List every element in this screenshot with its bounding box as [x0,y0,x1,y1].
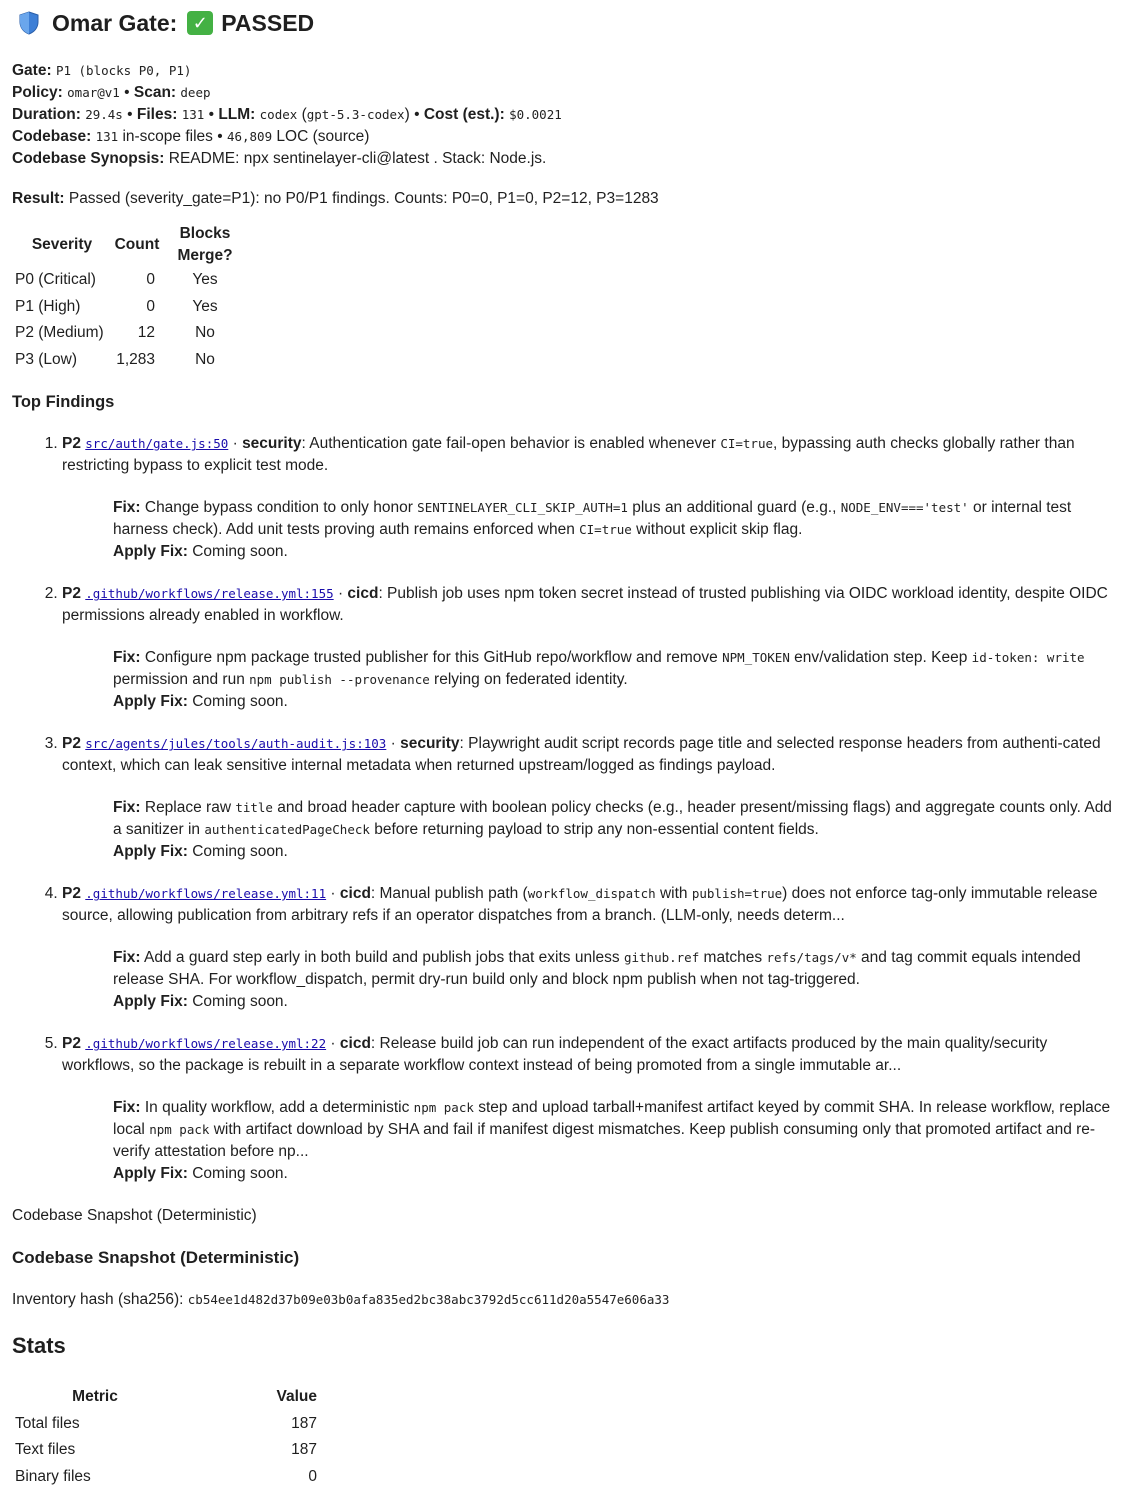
code-segment: npm pack [149,1122,210,1138]
text-segment: , bypassing auth checks globally rather than restricting bypass to explicit test mode. [62,435,1075,475]
fix-text [113,647,1120,691]
synopsis-label: Codebase Synopsis: [12,150,165,167]
table-row [13,1410,319,1437]
col-blocks: Blocks Merge? [177,225,233,264]
table-row [13,347,247,374]
separator: · [228,435,243,453]
finding-location-link[interactable]: .github/workflows/release.yml:11 [85,886,327,902]
apply-fix-line [113,841,1120,863]
severity-cell: P0 (Critical) [15,271,96,289]
code-segment: workflow_dispatch [527,886,656,902]
paren-open: ( [297,106,307,123]
code-segment: title [235,800,273,816]
finding-fix [113,647,1120,713]
bullet-sep: • [122,106,137,123]
table-row [13,1437,319,1464]
paren-close: ) [404,106,410,123]
result-text: Passed (severity_gate=P1): no P0/P1 findings. Counts: P0=0, P1=0, P2=12, P3=1283 [64,190,659,207]
severity-cell: P2 (Medium) [15,324,104,342]
code-segment: CI=true [579,522,632,538]
fix-label: Fix: [113,1099,141,1117]
codebase-loc-text: LOC (source) [272,128,370,145]
severity-table-header [13,223,247,267]
bullet-sep: • [409,106,424,123]
table-row [13,267,247,294]
apply-fix-label: Apply Fix: [113,993,188,1011]
metric-cell: Binary files [15,1467,91,1485]
finding-fix [113,797,1120,863]
text-segment: step and upload tarball+manifest artifact keyed by commit SHA. In release workflow, replace local [113,1099,1111,1139]
severity-table [13,223,247,373]
code-segment: refs/tags/v* [766,950,857,966]
apply-fix-line [113,691,1120,713]
gate-meta [12,60,1120,170]
col-count: Count [114,236,160,253]
code-segment: npm pack [413,1100,474,1116]
col-metric: Metric [72,1387,118,1405]
snapshot-summary[interactable]: Codebase Snapshot (Deterministic) [12,1207,257,1225]
col-value: Value [276,1387,317,1405]
code-segment: NODE_ENV==='test' [840,500,969,516]
finding-category: security [242,435,302,453]
stats-table-header [13,1383,319,1410]
finding-summary [62,883,1120,927]
text-segment: : Authentication gate fail-open behavior is enabled whenever [301,435,721,453]
files-label: Files: [136,106,178,123]
count-cell: 12 [137,324,155,342]
apply-fix-line [113,541,1120,563]
top-findings-heading: Top Findings [12,393,115,412]
finding-category: cicd [347,585,379,603]
finding-summary [62,583,1120,627]
finding-location-link[interactable]: src/auth/gate.js:50 [85,436,229,452]
text-segment: relying on federated identity. [429,671,628,689]
text-segment: : Release build job can run independent of the exact artifacts produced by the main quality/security workflows, so the package is rebuilt in a separate workflow context instead of being promoted from a single immutable ar... [62,1035,1048,1075]
bullet-sep: • [119,84,134,101]
codebase-loc: 46,809 [226,129,273,144]
files-value: 131 [181,107,205,122]
finding-location-link[interactable]: .github/workflows/release.yml:22 [85,1036,327,1052]
hash-value: cb54ee1d482d37b09e03b0afa835ed2bc38abc3792d5cc611d20a5547e606a33 [187,1292,670,1308]
blocks-cell: Yes [192,271,218,289]
text-segment: ) does not enforce tag-only immutable release source, allowing publication from arbitrary refs if an operator dispatches from a branch. (LLM-only, needs determ... [62,885,1098,925]
finding-severity: P2 [62,585,81,603]
text-segment: Configure npm package trusted publisher for this GitHub repo/workflow and remove [140,649,723,667]
count-cell: 1,283 [116,351,155,369]
apply-fix-label: Apply Fix: [113,843,188,861]
fix-label: Fix: [113,649,141,667]
text-segment: and broad header capture with boolean policy checks (e.g., header present/missing flags) and aggregate counts only. Add a sanitizer in [113,799,1112,839]
finding-category: cicd [339,1035,371,1053]
bullet-sep: • [204,106,219,123]
text-segment: : Manual publish path ( [370,885,528,903]
fix-label: Fix: [113,499,141,517]
value-cell: 187 [291,1414,317,1432]
text-segment: matches [699,949,767,967]
gate-line [12,60,1120,82]
separator: · [326,1035,340,1053]
policy-value: omar@v1 [67,85,120,100]
text-segment: with artifact download by SHA and fail if manifest digest mismatches. Keep publish consuming only that promoted artifact and re-verify attestation before np... [113,1121,1096,1161]
check-box-icon: ✓ [187,11,213,35]
apply-fix-line [113,991,1120,1013]
severity-cell: P1 (High) [15,297,81,315]
finding-severity: P2 [62,885,81,903]
finding-severity: P2 [62,735,81,753]
text-segment: before returning payload to strip any non-essential content fields. [369,821,819,839]
finding-location-link[interactable]: src/agents/jules/tools/auth-audit.js:103 [85,736,387,752]
apply-fix-value: Coming soon. [187,993,288,1011]
gate-label: Gate: [12,62,52,79]
apply-fix-value: Coming soon. [187,843,288,861]
stats-table [13,1383,319,1490]
finding-summary [62,1033,1120,1077]
code-segment: publish=true [691,886,783,902]
severity-cell: P3 (Low) [15,351,78,369]
apply-fix-label: Apply Fix: [113,543,188,561]
text-segment: : Playwright audit script records page title and selected response headers from authenti-cated context, which can leak sensitive internal metadata when returned upstream/logged as findings payload. [62,735,1101,775]
synopsis-value: README: npx sentinelayer-cli@latest . Stack: Node.js. [164,150,547,167]
table-row [13,294,247,321]
duration-value: 29.4s [85,107,123,122]
title-text: Omar Gate: [52,10,178,36]
text-segment: without explicit skip flag. [631,521,803,539]
finding-severity: P2 [62,1035,81,1053]
policy-label: Policy: [12,84,63,101]
finding-fix [113,1097,1120,1185]
table-row [13,320,247,347]
finding-summary [62,433,1120,477]
fix-text [113,947,1120,991]
scan-label: Scan: [133,84,177,101]
finding-fix [113,947,1120,1013]
cost-label: Cost (est.): [423,106,505,123]
text-segment: permission and run [113,671,250,689]
code-segment: authenticatedPageCheck [204,822,370,838]
separator: · [333,585,348,603]
codebase-label: Codebase: [12,128,92,145]
codebase-line [12,126,1120,148]
apply-fix-value: Coming soon. [187,693,288,711]
separator: · [326,885,340,903]
code-segment: id-token: write [971,650,1085,666]
finding-fix [113,497,1120,563]
finding-location-link[interactable]: .github/workflows/release.yml:155 [85,586,334,602]
codebase-files-text: in-scope files • [118,128,227,145]
text-segment: : Publish job uses npm token secret instead of trusted publishing via OIDC workload identity, despite OIDC permissions already enabled in workflow. [62,585,1108,625]
blocks-cell: No [195,324,215,342]
gate-value: P1 (blocks P0, P1) [55,63,192,78]
finding-item [62,1033,1120,1185]
text-segment: or internal test harness check). Add unit tests proving auth remains enforced when [113,499,1072,539]
count-cell: 0 [146,297,155,315]
policy-line [12,82,1120,104]
finding-category: security [400,735,460,753]
code-segment: github.ref [623,950,700,966]
stats-heading: Stats [12,1333,66,1359]
count-cell: 0 [146,271,155,289]
codebase-files: 131 [95,129,119,144]
text-segment: with [655,885,692,903]
blocks-cell: Yes [192,297,218,315]
cost-value: $0.0021 [509,107,562,122]
fix-text [113,1097,1120,1163]
finding-summary [62,733,1120,777]
metric-cell: Text files [15,1441,76,1459]
code-segment: SENTINELAYER_CLI_SKIP_AUTH=1 [417,500,628,516]
apply-fix-line [113,1163,1120,1185]
apply-fix-value: Coming soon. [187,543,288,561]
llm-label: LLM: [218,106,256,123]
finding-item [62,733,1120,863]
finding-severity: P2 [62,435,81,453]
inventory-hash [12,1289,1120,1311]
scan-value: deep [180,85,211,100]
value-cell: 187 [291,1441,317,1459]
llm-value: codex [259,107,298,122]
hash-label: Inventory hash (sha256): [12,1291,188,1309]
text-segment: In quality workflow, add a deterministic [140,1099,414,1117]
blocks-cell: No [195,351,215,369]
shield-icon [16,10,42,36]
finding-item [62,883,1120,1013]
code-segment: npm publish --provenance [249,672,430,688]
metric-cell: Total files [15,1414,80,1432]
apply-fix-value: Coming soon. [187,1165,288,1183]
finding-category: cicd [339,885,371,903]
synopsis-line [12,148,1120,170]
fix-label: Fix: [113,799,141,817]
status-badge: PASSED [221,10,315,36]
result-line [12,188,1120,210]
findings-list [12,433,1120,1185]
col-severity: Severity [31,236,93,253]
duration-line [12,104,1120,126]
text-segment: Add a guard step early in both build and publish jobs that exits unless [140,949,624,967]
report-title [12,0,1120,38]
snapshot-heading: Codebase Snapshot (Deterministic) [12,1248,300,1268]
code-segment: NPM_TOKEN [722,650,790,666]
apply-fix-label: Apply Fix: [113,1165,188,1183]
text-segment: plus an additional guard (e.g., [627,499,841,517]
finding-item [62,583,1120,713]
fix-text [113,497,1120,541]
fix-label: Fix: [113,949,141,967]
text-segment: Change bypass condition to only honor [140,499,418,517]
llm-model: gpt-5.3-codex [306,107,405,122]
text-segment: and tag commit equals intended release SHA. For workflow_dispatch, permit dry-run build only and block npm publish when not tag-triggered. [113,949,1081,989]
separator: · [386,735,401,753]
fix-text [113,797,1120,841]
table-row [13,1463,319,1490]
text-segment: env/validation step. Keep [789,649,972,667]
finding-item [62,433,1120,563]
duration-label: Duration: [12,106,81,123]
value-cell: 0 [308,1467,317,1485]
apply-fix-label: Apply Fix: [113,693,188,711]
code-segment: CI=true [720,436,773,452]
text-segment: Replace raw [140,799,236,817]
result-label: Result: [12,190,65,207]
